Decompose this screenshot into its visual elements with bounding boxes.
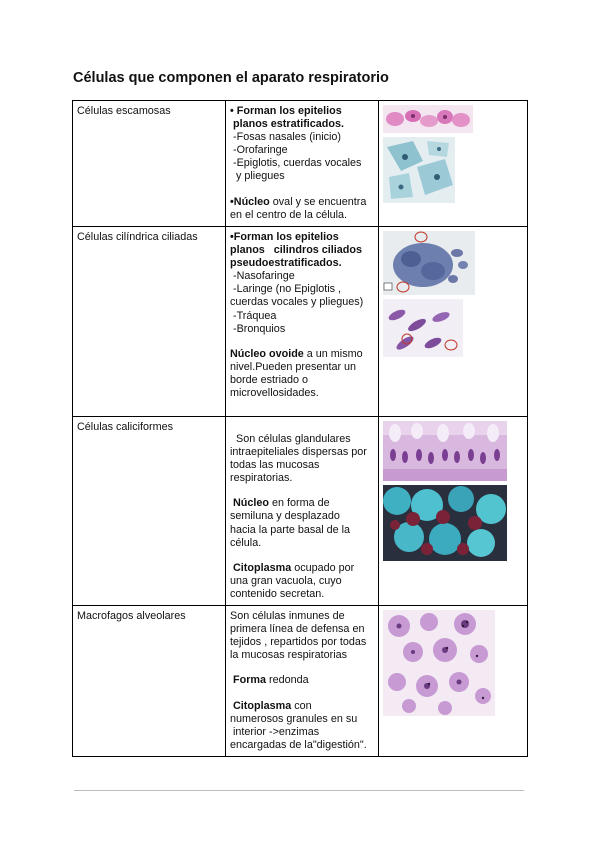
page-title: Células que componen el aparato respiratorio — [73, 70, 389, 86]
table-row — [73, 101, 528, 227]
description-line — [230, 310, 374, 323]
plain-text: la mucosas respiratorias — [230, 649, 348, 662]
plain-text: cuerdas vocales y pliegues) — [230, 296, 364, 309]
plain-text: respiratorias. — [230, 472, 293, 485]
description-line — [230, 700, 374, 713]
micrograph-image — [383, 421, 507, 481]
description-line — [230, 649, 374, 662]
bold-text: planos estratificados. — [230, 118, 344, 131]
cell-description — [226, 227, 379, 417]
bold-text: •Forman los epitelios — [230, 231, 339, 243]
description-line — [230, 361, 374, 374]
plain-text: primera línea de defensa en — [230, 623, 365, 636]
description-line — [230, 257, 374, 270]
description-line — [230, 374, 374, 387]
plain-text: borde estriado o — [230, 373, 309, 386]
bold-text: Forma — [230, 674, 266, 687]
cell-images — [379, 606, 528, 757]
description-line — [230, 433, 374, 446]
cell-description — [226, 417, 379, 606]
plain-text: nivel.Pueden presentar un — [230, 360, 357, 373]
plain-text: encargadas de la"digestión". — [230, 738, 367, 751]
plain-text: -Tráquea — [230, 309, 277, 322]
spacer — [230, 485, 374, 497]
bold-text: •Núcleo — [230, 195, 270, 208]
description-line — [230, 348, 374, 361]
description-line — [230, 209, 374, 222]
spacer — [230, 550, 374, 562]
plain-text: interior ->enzimas — [230, 725, 320, 738]
description-line — [230, 510, 374, 523]
cells-table — [72, 100, 528, 757]
description-line — [230, 497, 374, 510]
description-line — [230, 196, 374, 209]
plain-text: con — [291, 699, 312, 712]
spacer — [230, 662, 374, 674]
bold-text: Núcleo ovoide — [230, 347, 304, 360]
cell-name: Células cilíndrica ciliadas — [73, 227, 226, 417]
description-line — [230, 472, 374, 485]
plain-text: contenido secretan. — [230, 587, 325, 600]
description-line — [230, 674, 374, 687]
plain-text: -Laringe (no Epiglotis , — [230, 283, 342, 296]
description-line — [230, 446, 374, 459]
bold-text: Núcleo — [230, 497, 269, 510]
table-row — [73, 417, 528, 606]
bold-text: planos cilindros ciliados — [230, 244, 362, 257]
description-line — [230, 562, 374, 575]
plain-text: todas las mucosas — [230, 459, 320, 472]
plain-text: en forma de — [269, 497, 330, 510]
description-line — [230, 323, 374, 336]
description-line — [230, 283, 374, 296]
plain-text: microvellosidades. — [230, 387, 319, 400]
description-line — [230, 726, 374, 739]
table-row — [73, 606, 528, 757]
description-line — [230, 105, 374, 118]
plain-text: -Epiglotis, cuerdas vocales — [230, 157, 362, 170]
plain-text: oval y se encuentra — [269, 195, 367, 208]
description-line — [230, 244, 374, 257]
plain-text: semiluna y desplazado — [230, 510, 340, 523]
description-line — [230, 131, 374, 144]
bold-text: Citoplasma — [230, 699, 292, 712]
plain-text: y pliegues — [230, 170, 285, 183]
spacer — [230, 421, 374, 433]
description-line — [230, 118, 374, 131]
description-line — [230, 144, 374, 157]
plain-text: a un mismo — [303, 347, 363, 360]
cell-images — [379, 227, 528, 417]
micrograph-image — [383, 137, 455, 203]
micrograph-image — [383, 610, 495, 716]
description-line — [230, 537, 374, 550]
description-line — [230, 524, 374, 537]
micrograph-image — [383, 485, 507, 561]
plain-text: Son células glandulares — [230, 433, 351, 445]
micrograph-image — [383, 105, 473, 133]
plain-text: en el centro de la célula. — [230, 208, 348, 221]
plain-text: -Bronquios — [230, 322, 286, 335]
plain-text: -Nasofaringe — [230, 270, 295, 283]
plain-text: Son células inmunes de — [230, 610, 345, 623]
description-line — [230, 157, 374, 170]
footer-divider — [74, 790, 524, 791]
plain-text: redonda — [266, 674, 309, 687]
plain-text: -Orofaringe — [230, 144, 288, 157]
description-line — [230, 610, 374, 623]
plain-text: intraepiteliales dispersas por — [230, 446, 367, 459]
bold-text: pseudoestratificados. — [230, 257, 342, 270]
plain-text: hacia la parte basal de la — [230, 523, 351, 536]
cell-name: Células escamosas — [73, 101, 226, 227]
bold-text: Citoplasma — [230, 561, 292, 574]
description-line — [230, 623, 374, 636]
description-line — [230, 713, 374, 726]
micrograph-image — [383, 299, 463, 357]
table-row — [73, 227, 528, 417]
description-line — [230, 636, 374, 649]
bold-text: • Forman los epitelios — [230, 105, 342, 117]
cell-name: Macrofagos alveolares — [73, 606, 226, 757]
spacer — [230, 688, 374, 700]
spacer — [230, 336, 374, 348]
cell-images — [379, 417, 528, 606]
plain-text: -Fosas nasales (inicio) — [230, 131, 342, 144]
plain-text: ocupado por — [291, 561, 355, 574]
description-line — [230, 588, 374, 601]
description-line — [230, 459, 374, 472]
cell-name: Células caliciformes — [73, 417, 226, 606]
description-line — [230, 170, 374, 183]
micrograph-image — [383, 231, 475, 295]
plain-text: tejidos , repartidos por todas — [230, 636, 367, 649]
description-line — [230, 231, 374, 244]
cell-images — [379, 101, 528, 227]
description-line — [230, 575, 374, 588]
plain-text: una gran vacuola, cuyo — [230, 574, 342, 587]
description-line — [230, 387, 374, 400]
plain-text: numerosos granules en su — [230, 712, 358, 725]
description-line — [230, 296, 374, 309]
spacer — [230, 184, 374, 196]
cell-description — [226, 606, 379, 757]
description-line — [230, 270, 374, 283]
description-line — [230, 739, 374, 752]
cell-description — [226, 101, 379, 227]
plain-text: célula. — [230, 536, 262, 549]
